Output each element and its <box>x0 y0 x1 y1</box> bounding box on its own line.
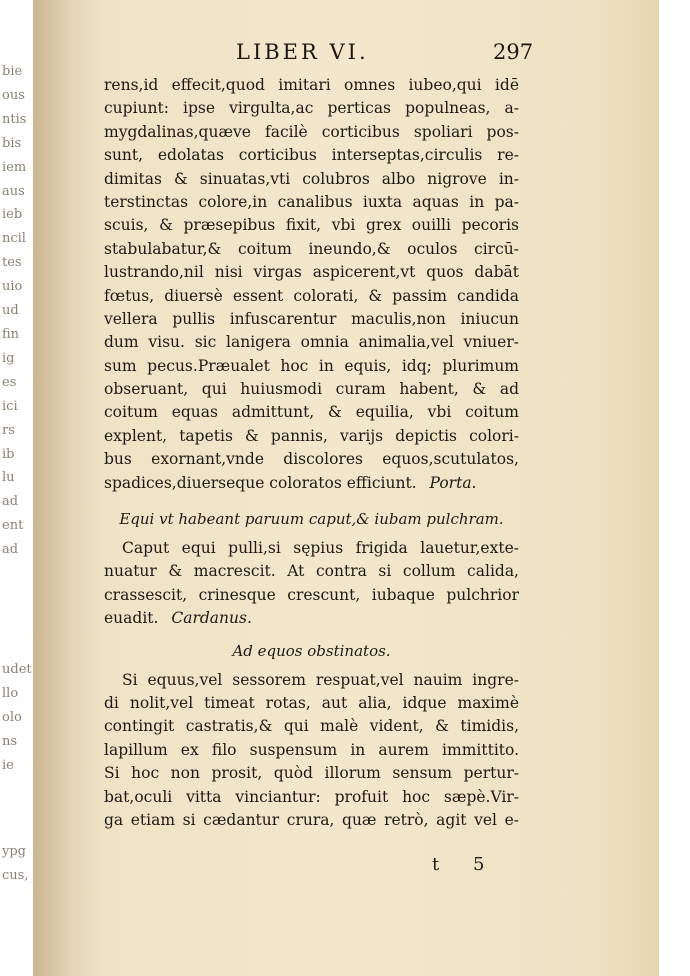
paragraph-obstinate <box>104 669 519 833</box>
page-header <box>0 40 690 70</box>
text-line: Caput equi pulli,si sępius frigida lauetur,exte- <box>122 539 519 558</box>
text-line: crassescit, crinesque crescunt, iubaque pulchrior <box>104 585 519 604</box>
text-line: rens,id effecit,quod imitari omnes iubeo,qui idē <box>104 76 519 94</box>
text-line: obseruant, qui huiusmodi curam habent, & ad <box>104 380 519 399</box>
bleed-fragment: cus, <box>2 867 29 883</box>
paragraph-head <box>104 537 519 607</box>
bleed-fragment: ncil <box>2 231 26 247</box>
bleed-fragment: ad <box>2 542 19 558</box>
text-line: ga etiam si cædantur crura, quæ retrò, agit vel e- <box>104 810 519 829</box>
bleed-fragment: bie <box>2 64 23 79</box>
text-line: cupiunt: ipse virgulta,ac perticas populneas, a- <box>104 99 519 118</box>
running-head: LIBER VI. <box>236 40 369 64</box>
text-line: dimitas & sinuatas,vti colubros albo nigrove in- <box>104 169 519 188</box>
text-line: scuis, & præsepibus fixit, vbi grex ouilli pecoris <box>104 216 519 235</box>
bleed-fragment: rs <box>2 422 15 438</box>
text-line: Si hoc non prosit, quòd illorum sensum pertur- <box>104 764 519 783</box>
text-line: nuatur & macrescit. At contra si collum calida, <box>104 562 519 581</box>
text-line: di nolit,vel timeat rotas, aut alia, idque maximè <box>104 693 519 712</box>
bleed-fragment: llo <box>2 685 19 701</box>
text-line: vellera pullis infuscarentur maculis,non iniucun <box>104 309 519 328</box>
bleed-fragment: ig <box>2 350 15 366</box>
gutter-shadow <box>33 0 103 976</box>
bleed-fragment: uio <box>2 279 23 295</box>
bleed-fragment: ypg <box>2 844 26 859</box>
signature-mark: t 5 <box>432 854 499 875</box>
section-heading: Equi vt habeant paruum caput,& iubam pulchram. <box>119 510 504 529</box>
paragraph-last-line <box>104 472 519 495</box>
bleed-fragment: fin <box>2 326 20 342</box>
bleed-fragment: lu <box>2 470 15 486</box>
bleed-fragment: ad <box>2 494 19 510</box>
paragraph-last-line <box>104 607 519 630</box>
text-line: bat,oculi vitta vinciantur: profuit hoc sæpè.Vir- <box>104 787 519 806</box>
text-line: sunt, edolatas corticibus interseptas,circulis re- <box>104 146 519 165</box>
bleed-fragment: udet <box>2 662 32 677</box>
bleed-fragment: ie <box>2 757 14 773</box>
bleed-fragment: ns <box>2 733 18 749</box>
paragraph-last-text: euadit. <box>104 609 159 628</box>
text-line: coitum equas admittunt, & equilia, vbi coitum <box>104 403 519 422</box>
text-line: fœtus, diuersè essent colorati, & passim candida <box>104 286 519 305</box>
bleed-fragment: iem <box>2 159 27 175</box>
bleed-fragment: ous <box>2 87 25 103</box>
text-line: contingit castratis,& qui malè vident, & timidis, <box>104 717 519 736</box>
text-line: dum visu. sic lanigera omnia animalia,vel vniuer- <box>104 333 519 352</box>
author-citation: Porta. <box>429 473 477 492</box>
bleed-fragment: bis <box>2 135 22 151</box>
text-line: bus exornant,vnde discolores equos,scutulatos, <box>104 450 519 469</box>
text-line: terstinctas colore,in canalibus iuxta aquas in pa- <box>104 192 519 211</box>
bleed-fragment: ici <box>2 398 18 414</box>
section-heading: Ad equos obstinatos. <box>232 641 391 660</box>
paragraph-breeding <box>104 74 519 472</box>
bleed-through-column-bottom <box>2 840 32 888</box>
text-line: mygdalinas,quæve facilè corticibus spoliari pos- <box>104 122 519 141</box>
bleed-fragment: ent <box>2 518 24 534</box>
text-line: lapillum ex filo suspensum in aurem immittito. <box>104 740 519 759</box>
bleed-fragment: ud <box>2 303 19 319</box>
text-line: Si equus,vel sessorem respuat,vel nauim ingre- <box>122 670 519 689</box>
author-citation: Cardanus. <box>171 609 252 628</box>
text-line: explent, tapetis & pannis, varijs depictis colori- <box>104 426 519 445</box>
bleed-fragment: ib <box>2 446 15 462</box>
text-line: sum pecus.Præualet hoc in equis, idq; plurimum <box>104 356 519 375</box>
page-number: 297 <box>493 40 534 64</box>
bleed-through-column <box>2 60 32 562</box>
bleed-fragment: aus <box>2 183 25 199</box>
bleed-fragment: olo <box>2 709 22 725</box>
bleed-fragment: ntis <box>2 111 27 127</box>
paragraph-last-text: spadices,diuerseque coloratos efficiunt. <box>104 473 417 492</box>
text-line: stabulabatur,& coitum ineundo,& oculos circū- <box>104 239 519 258</box>
bleed-fragment: ieb <box>2 207 23 223</box>
text-block <box>104 74 519 832</box>
bleed-fragment: es <box>2 374 17 390</box>
bleed-through-column-lower <box>2 658 32 778</box>
bleed-fragment: tes <box>2 255 22 271</box>
text-line: lustrando,nil nisi virgas aspicerent,vt quos dabāt <box>104 263 519 282</box>
